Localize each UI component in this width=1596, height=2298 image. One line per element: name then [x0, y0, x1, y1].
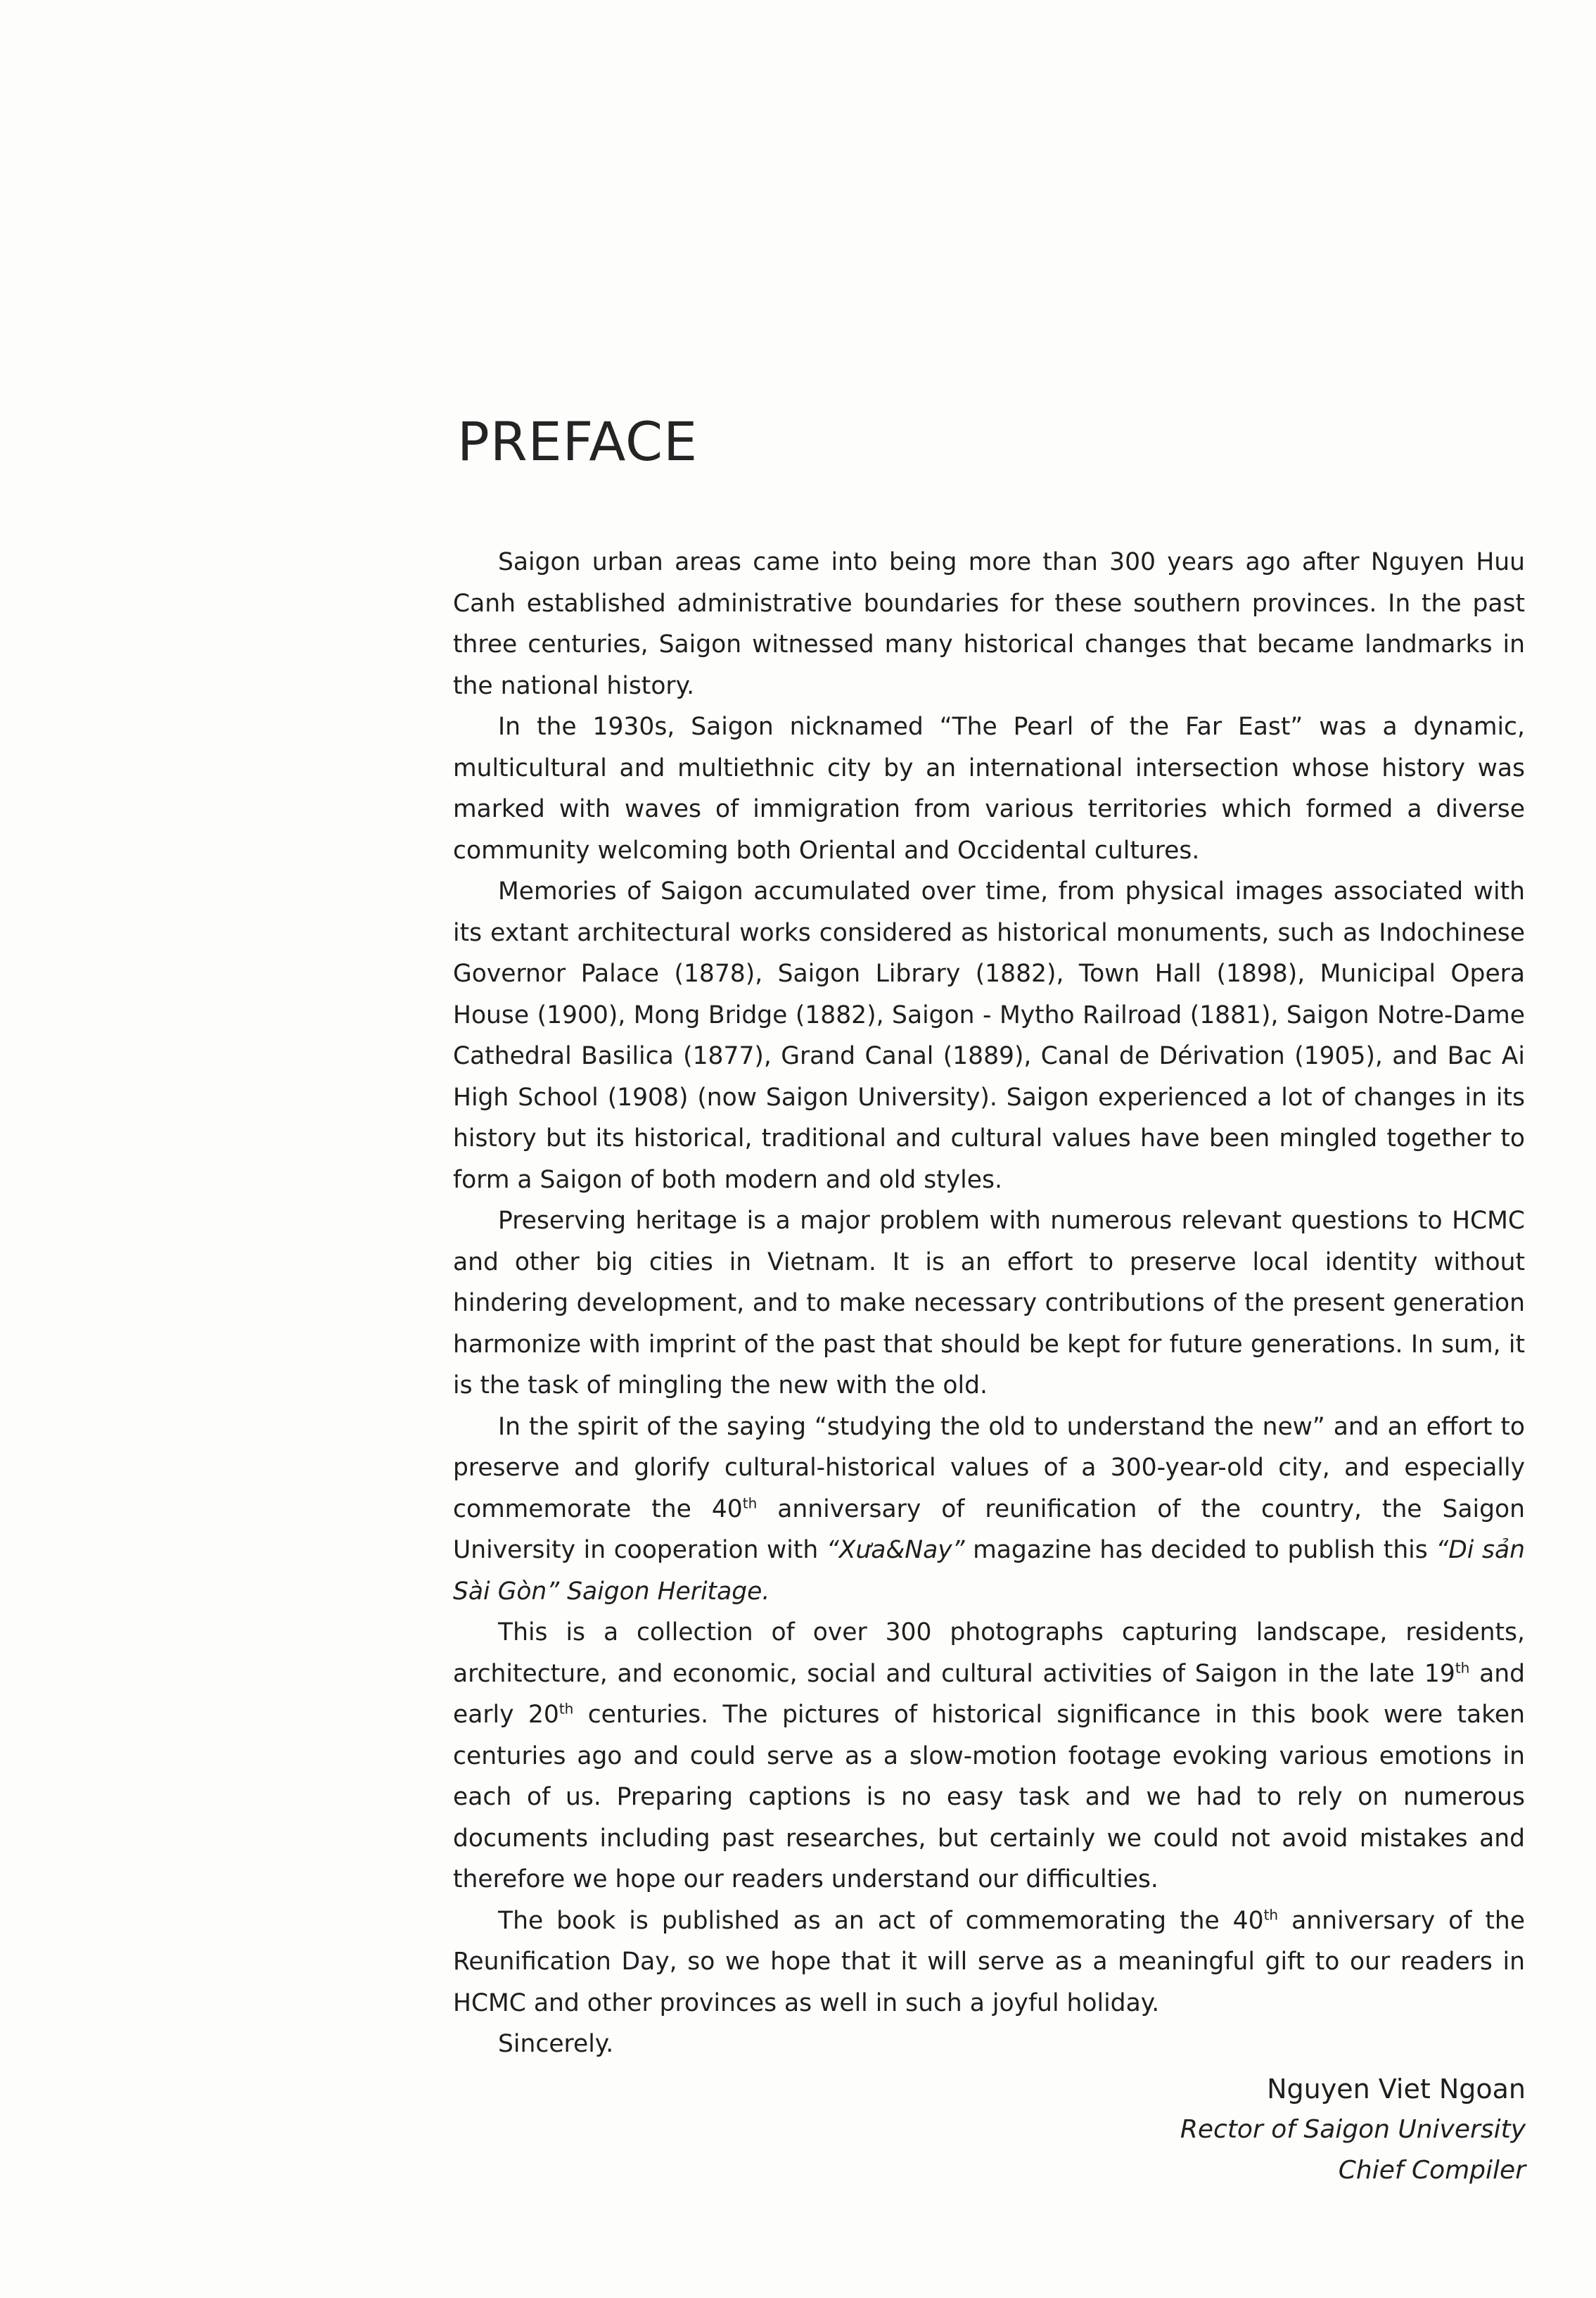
magazine-name: “Xưa&Nay”: [826, 1536, 965, 1564]
book-title: “Di sản Sài Gòn” Saigon Heritage.: [453, 1536, 1525, 1606]
paragraph-7: [453, 1900, 1525, 2024]
ordinal-suffix: th: [1263, 1906, 1279, 1923]
paragraph-5: [453, 1407, 1525, 1613]
signature-block: [1180, 2069, 1526, 2191]
page-title: PREFACE: [457, 410, 698, 473]
paragraph-5-text-2: anniversary of reunification of the country, the Saigon University in cooperation with: [453, 1494, 1525, 1564]
paragraph-7-text-2: anniversary of the Reunification Day, so we hope that it will serve as a meaningful gift to our readers in HCMC and other provinces as well in such a joyful holiday.: [453, 1906, 1525, 2017]
paragraph-4: Preserving heritage is a major problem with numerous relevant questions to HCMC and other big cities in Vietnam. It is an effort to preserve local identity without hindering development, and to make necessary contributions of the present generation harmonize with imprint of the past that should be kept for future generations. In sum, it is the task of mingling the new with the old.: [453, 1207, 1525, 1399]
paragraph-5-text-3: magazine has decided to publish this: [964, 1536, 1436, 1564]
author-name: Nguyen Viet Ngoan: [1267, 2074, 1526, 2105]
paragraph-2: In the 1930s, Saigon nicknamed “The Pearl of the Far East” was a dynamic, multicultural and multiethnic city by an international intersection whose history was marked with waves of immigration from various territories which formed a diverse community welcoming both Oriental and Occidental cultures.: [453, 713, 1525, 865]
author-role: Chief Compiler: [1338, 2156, 1526, 2185]
paragraph-1: Saigon urban areas came into being more than 300 years ago after Nguyen Huu Canh established administrative boundaries for these southern provinces. In the past three centuries, Saigon witnessed many historical changes that became landmarks in the national history.: [453, 548, 1525, 700]
paragraph-6: [453, 1612, 1525, 1900]
ordinal-suffix: th: [1455, 1659, 1470, 1676]
paragraph-6-text-2: and early 20: [453, 1659, 1526, 1729]
closing-line: Sincerely.: [498, 2030, 614, 2058]
ordinal-suffix: th: [558, 1700, 574, 1718]
paragraph-6-text-3: centuries. The pictures of historical significance in this book were taken centuries ago and could serve as a slow-motion footage evoking various emotions in each of us. Preparing captions is no easy task and we had to rely on numerous documents including past researches, but certainly we could not avoid mistakes and therefore we hope our readers understand our difficulties.: [453, 1701, 1525, 1893]
paragraph-7-text-1: The book is published as an act of commemorating the 40: [498, 1906, 1264, 1935]
paragraph-6-text-1: This is a collection of over 300 photographs capturing landscape, residents, architecture, and economic, social and cultural activities of Saigon in the late 19: [453, 1618, 1525, 1688]
paragraph-5-text-1: In the spirit of the saying “studying the old to understand the new” and an effort to preserve and glorify cultural-historical values of a 300-year-old city, and especially commemorate the 40: [453, 1412, 1525, 1523]
paragraph-3: Memories of Saigon accumulated over time, from physical images associated with its extant architectural works considered as historical monuments, such as Indochinese Governor Palace (1878), Saigon Library (1882), Town Hall (1898), Municipal Opera House (1900), Mong Bridge (1882), Saigon - Mytho Railroad (1881), Saigon Notre-Dame Cathedral Basilica (1877), Grand Canal (1889), Canal de Dérivation (1905), and Bac Ai High School (1908) (now Saigon University). Saigon experienced a lot of changes in its history but its historical, traditional and cultural values have been mingled together to form a Saigon of both modern and old styles.: [453, 877, 1525, 1194]
preface-body: [453, 542, 1525, 2065]
ordinal-suffix: th: [742, 1494, 758, 1511]
author-title: Rector of Saigon University: [1180, 2115, 1526, 2144]
